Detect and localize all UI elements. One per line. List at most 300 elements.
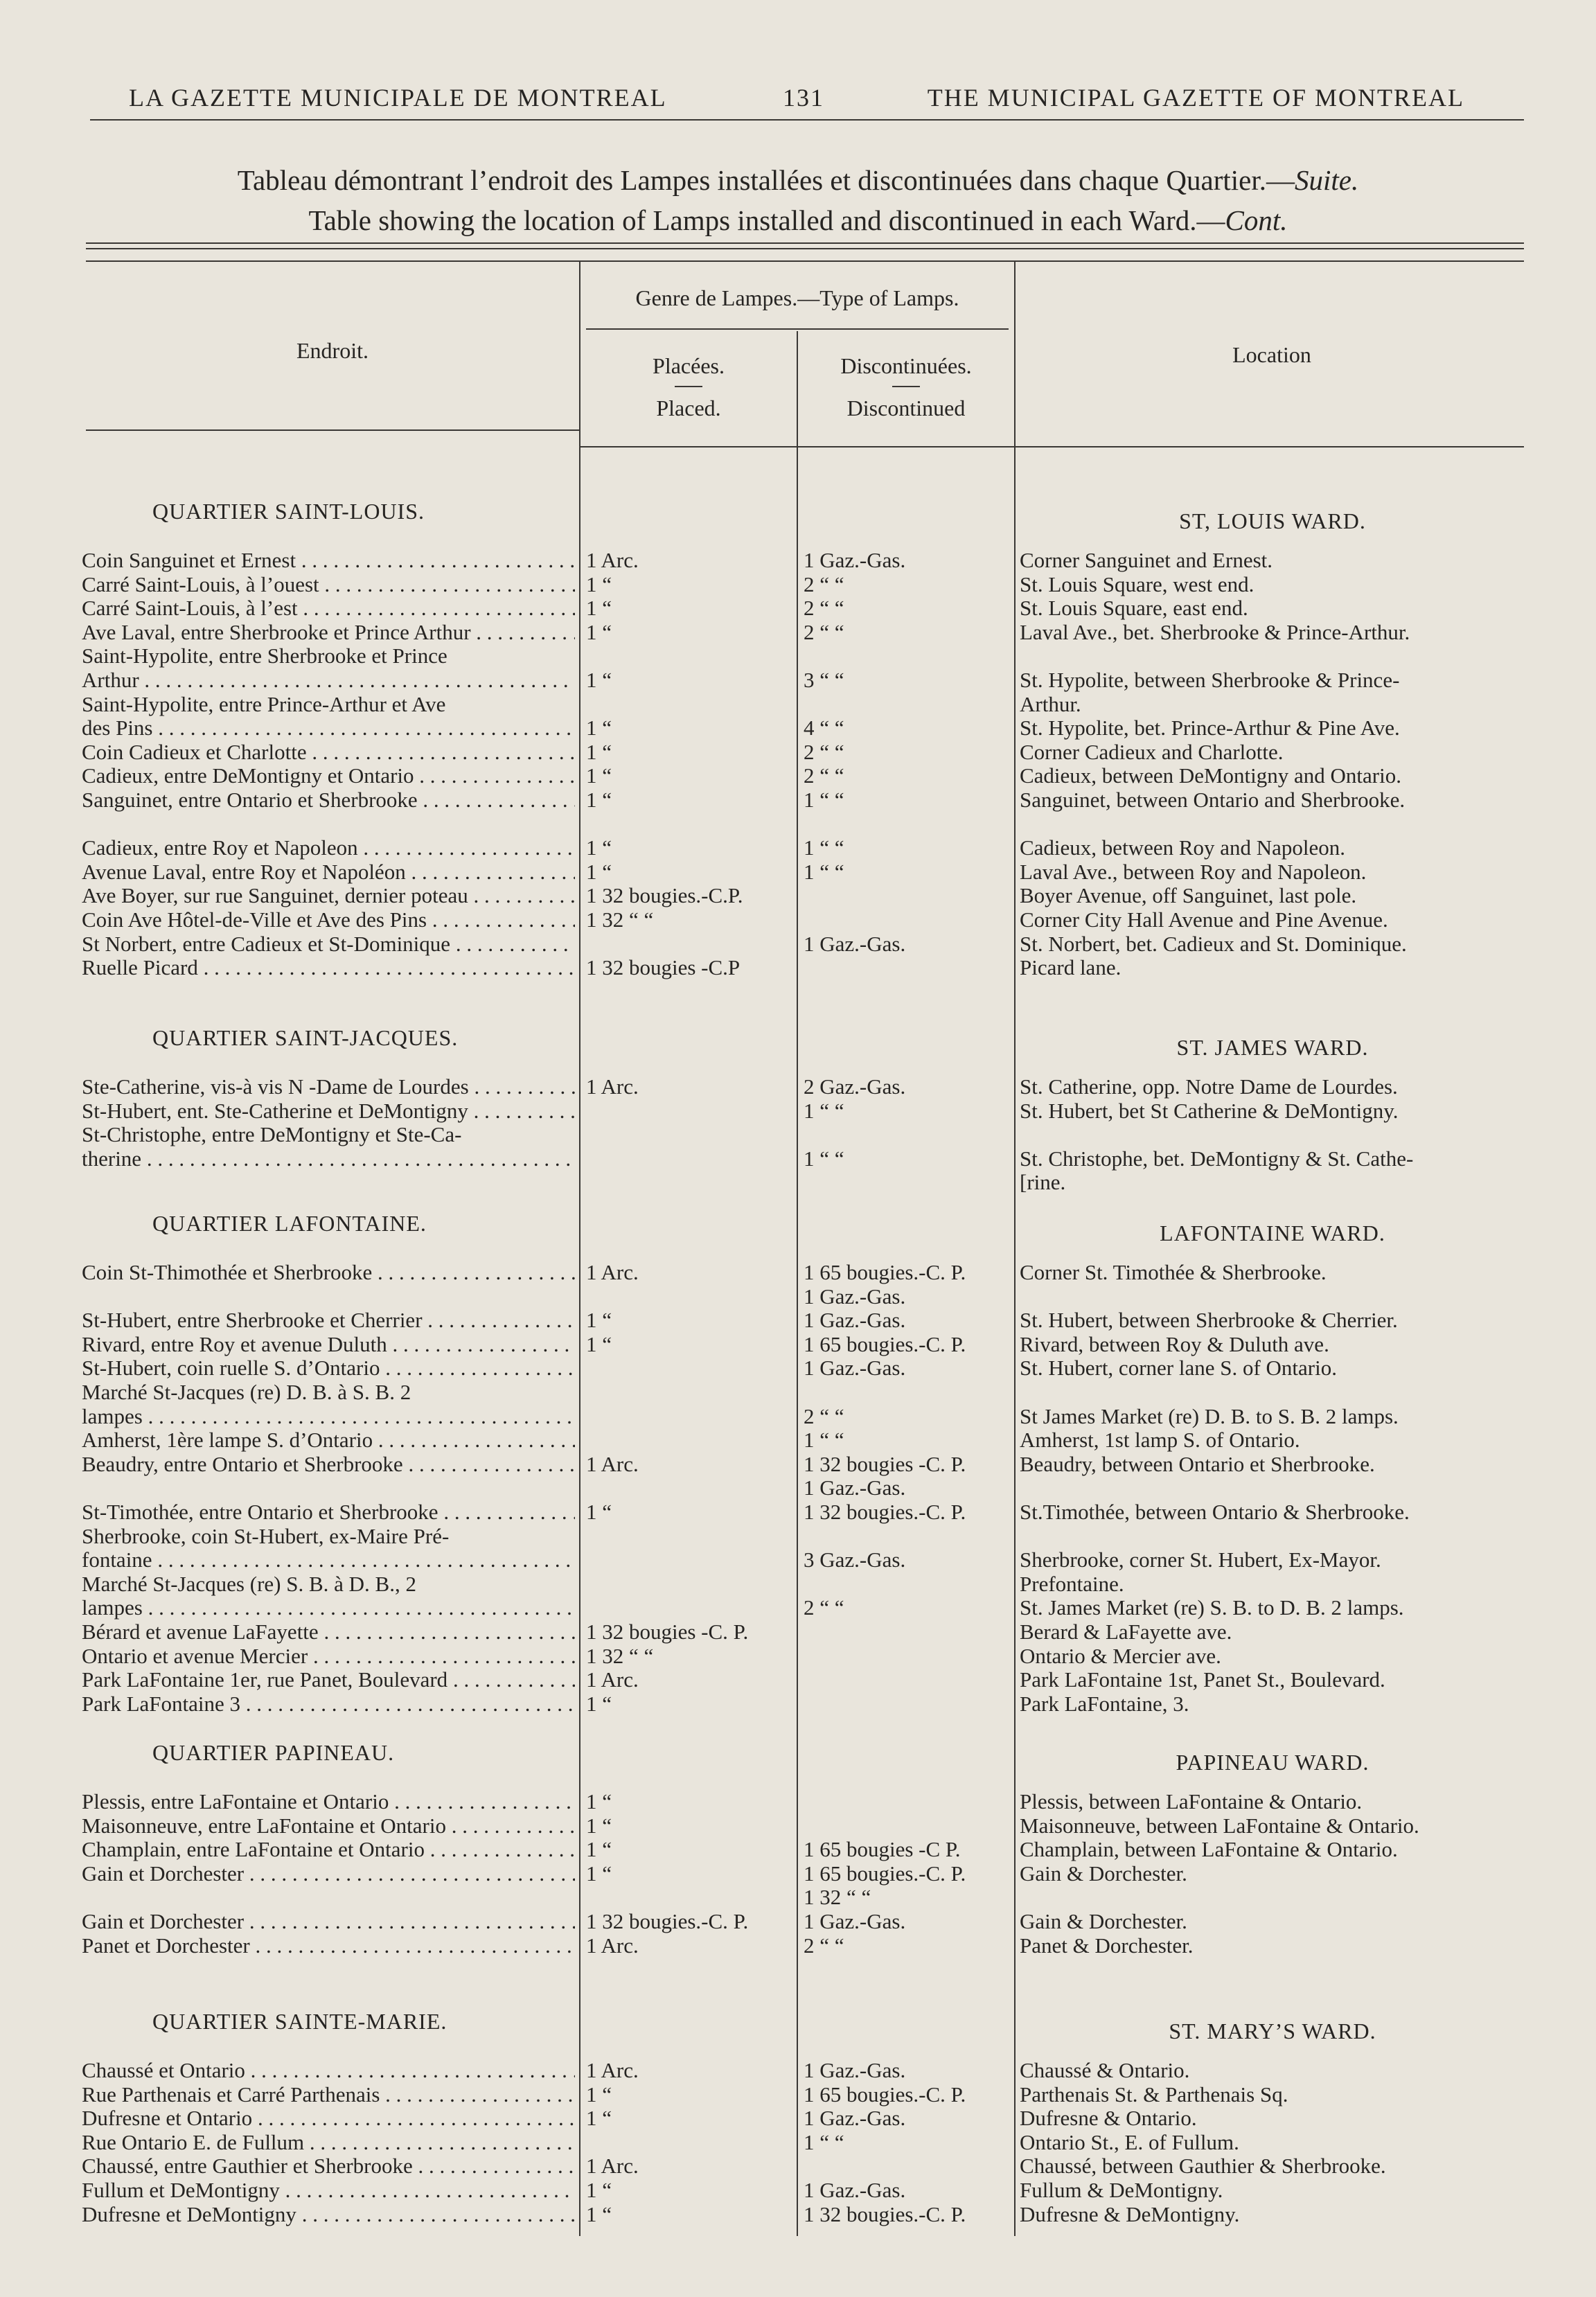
header-placed	[580, 353, 797, 421]
table-top-rule-2	[86, 248, 1524, 249]
discontinued-cell-text: 2 “ “	[804, 739, 844, 764]
table-row	[0, 1644, 1596, 1668]
endroit-cell-text: St-Hubert, coin ruelle S. d’Ontario . . .	[82, 1356, 575, 1380]
location-cell-text: Park LaFontaine 1st, Panet St., Boulevard.	[1020, 1667, 1385, 1692]
table-row	[0, 2083, 1596, 2107]
discontinued-cell-text: 1 65 bougies.-C. P.	[804, 1260, 966, 1284]
location-cell-text: Ontario & Mercier ave.	[1020, 1643, 1221, 1668]
header-bottom-rule-left	[86, 429, 579, 431]
location-cell	[1020, 2107, 1525, 2130]
placed-cell-text: 1 “	[586, 668, 612, 692]
location-cell-text: St. Hubert, between Sherbrooke & Cherrier.	[1020, 1308, 1398, 1333]
table-row	[0, 668, 1596, 692]
table-row	[0, 740, 1596, 764]
discontinued-cell	[804, 1285, 1011, 1309]
location-cell	[1020, 716, 1525, 740]
discontinued-cell	[804, 788, 1011, 812]
discontinued-cell-text: 1 32 bougies.-C. P.	[804, 2201, 966, 2226]
placed-cell-text: 1 Arc.	[586, 548, 639, 572]
location-cell-text: Arthur.	[1020, 691, 1081, 716]
endroit-cell	[82, 2203, 575, 2226]
discontinued-cell	[804, 1838, 1011, 1861]
discontinued-cell-text: 1 65 bougies.-C. P.	[804, 1861, 966, 1886]
placed-cell-text: 1 32 “ “	[586, 907, 654, 932]
discontinued-cell	[804, 1453, 1011, 1476]
header-discontinued-label: Discontinued	[846, 396, 966, 420]
table-row	[0, 1405, 1596, 1428]
endroit-cell	[82, 1147, 575, 1171]
page-number: 131	[783, 84, 824, 112]
endroit-cell	[82, 956, 575, 979]
location-cell	[1020, 908, 1525, 932]
discontinued-cell-text: 2 “ “	[804, 596, 844, 621]
table-row	[0, 1668, 1596, 1692]
placed-cell-text: 1 “	[586, 2082, 612, 2107]
location-cell	[1020, 1405, 1525, 1428]
table-row	[0, 956, 1596, 979]
discontinued-cell	[804, 1075, 1011, 1099]
table-row	[0, 884, 1596, 907]
location-cell-text: Gain & Dorchester.	[1020, 1861, 1187, 1886]
placed-cell-text: 1 Arc.	[586, 1933, 639, 1958]
location-cell	[1020, 1548, 1525, 1572]
table-row	[0, 788, 1596, 812]
header-bottom-rule-right	[580, 446, 1524, 447]
location-cell	[1020, 788, 1525, 812]
table-row	[0, 693, 1596, 716]
table-row	[0, 1910, 1596, 1933]
location-cell-text: Park LaFontaine, 3.	[1020, 1691, 1189, 1716]
location-cell-text: Chaussé & Ontario.	[1020, 2058, 1190, 2082]
endroit-cell	[82, 596, 575, 620]
ward-heading-en: ST. MARY’S WARD.	[1169, 2019, 1376, 2043]
endroit-cell-text: Coin Cadieux et Charlotte . . .	[82, 740, 575, 764]
endroit-cell	[82, 1644, 575, 1668]
table-row	[0, 573, 1596, 596]
endroit-cell-text: Champlain, entre LaFontaine et Ontario . . .	[82, 1838, 575, 1861]
table-top-rule-1	[86, 242, 1524, 244]
placed-cell	[586, 1453, 794, 1476]
placed-cell	[586, 2203, 794, 2226]
discontinued-cell	[804, 1548, 1011, 1572]
discontinued-cell-text: 1 Gaz.-Gas.	[804, 1909, 906, 1933]
placed-cell	[586, 1862, 794, 1886]
placed-cell	[586, 884, 794, 907]
discontinued-cell	[804, 621, 1011, 644]
header-type-group: Genre de Lampes.—Type of Lamps.	[635, 285, 959, 310]
placed-cell	[586, 573, 794, 596]
table-row	[0, 1476, 1596, 1500]
placed-cell	[586, 1910, 794, 1933]
location-cell-text: St.Timothée, between Ontario & Sherbrooke.	[1020, 1500, 1410, 1524]
placed-cell-text: 1 Arc.	[586, 1074, 639, 1099]
location-cell	[1020, 1147, 1525, 1171]
discontinued-cell-text: 1 32 bougies.-C. P.	[804, 1500, 966, 1524]
placed-cell	[586, 1668, 794, 1692]
discontinued-cell-text: 2 “ “	[804, 1595, 844, 1620]
endroit-cell	[82, 1333, 575, 1356]
location-cell	[1020, 1171, 1525, 1194]
endroit-cell-text: Saint-Hypolite, entre Prince-Arthur et Ave	[82, 692, 446, 716]
endroit-cell	[82, 1790, 575, 1813]
endroit-cell	[82, 2107, 575, 2130]
placed-cell-text: 1 “	[586, 1813, 612, 1838]
table-row	[0, 1814, 1596, 1838]
placed-cell	[586, 621, 794, 644]
discontinued-cell	[804, 668, 1011, 692]
header-endroit: Endroit.	[296, 338, 369, 363]
location-cell-text: Chaussé, between Gauthier & Sherbrooke.	[1020, 2154, 1386, 2179]
placed-cell	[586, 1500, 794, 1524]
placed-cell	[586, 2083, 794, 2107]
location-cell	[1020, 573, 1525, 596]
placed-cell-text: 1 “	[586, 763, 612, 788]
endroit-cell-text: Gain et Dorchester . . .	[82, 1862, 575, 1886]
placed-cell	[586, 1644, 794, 1668]
endroit-cell	[82, 1934, 575, 1958]
discontinued-cell-text: 1 Gaz.-Gas.	[804, 1308, 906, 1333]
table-row	[0, 2107, 1596, 2130]
endroit-cell-text: Amherst, 1ère lampe S. d’Ontario . . .	[82, 1428, 575, 1452]
endroit-cell	[82, 1075, 575, 1099]
endroit-cell-text: Fullum et DeMontigny . . .	[82, 2179, 575, 2202]
table-row	[0, 716, 1596, 740]
location-cell	[1020, 1309, 1525, 1332]
location-cell	[1020, 836, 1525, 860]
header-discontinued	[798, 353, 1014, 421]
endroit-cell-text: Chaussé, entre Gauthier et Sherbrooke . . .	[82, 2154, 575, 2178]
endroit-cell-text: Park LaFontaine 1er, rue Panet, Boulevard . . .	[82, 1668, 575, 1692]
placed-cell-text: 1 “	[586, 1861, 612, 1886]
table-row	[0, 2179, 1596, 2202]
endroit-cell	[82, 1596, 575, 1620]
header-discontinuees-label: Discontinuées.	[840, 353, 972, 378]
location-cell-text: Corner Cadieux and Charlotte.	[1020, 739, 1284, 764]
location-cell	[1020, 2083, 1525, 2107]
discontinued-cell-text: 1 Gaz.-Gas.	[804, 1284, 906, 1309]
endroit-cell	[82, 1838, 575, 1861]
location-cell-text: Rivard, between Roy & Duluth ave.	[1020, 1331, 1329, 1356]
discontinued-cell-text: 1 Gaz.-Gas.	[804, 1475, 906, 1500]
endroit-cell-text: Marché St-Jacques (re) S. B. à D. B., 2	[82, 1572, 416, 1596]
endroit-cell	[82, 788, 575, 812]
table-row	[0, 908, 1596, 932]
location-cell-text: Gain & Dorchester.	[1020, 1909, 1187, 1933]
endroit-cell-text: lampes . . .	[82, 1405, 575, 1428]
location-cell	[1020, 2154, 1525, 2178]
discontinued-cell-text: 2 “ “	[804, 763, 844, 788]
location-cell-text: St. Hypolite, between Sherbrooke & Prince-	[1020, 668, 1400, 692]
discontinued-cell-text: 3 Gaz.-Gas.	[804, 1547, 906, 1572]
location-cell	[1020, 668, 1525, 692]
location-cell-text: Boyer Avenue, off Sanguinet, last pole.	[1020, 883, 1357, 908]
table-row	[0, 813, 1596, 836]
location-cell	[1020, 549, 1525, 572]
placed-cell	[586, 1261, 794, 1284]
table-top-rule-3	[86, 260, 1524, 262]
ward-heading-en: PAPINEAU WARD.	[1176, 1750, 1369, 1775]
endroit-cell	[82, 1123, 575, 1146]
endroit-cell-text: des Pins . . .	[82, 716, 575, 740]
location-cell	[1020, 1692, 1525, 1716]
header-type-rule	[586, 328, 1009, 330]
discontinued-cell-text: 1 “ “	[804, 1146, 844, 1171]
caption-french-suffix: Suite.	[1294, 164, 1359, 196]
endroit-cell	[82, 1099, 575, 1123]
placed-cell-text: 1 “	[586, 1500, 612, 1524]
location-cell-text: Plessis, between LaFontaine & Ontario.	[1020, 1789, 1363, 1813]
table-row	[0, 2059, 1596, 2082]
ward-heading-en: ST, LOUIS WARD.	[1179, 508, 1366, 533]
discontinued-cell	[804, 1934, 1011, 1958]
location-cell	[1020, 740, 1525, 764]
endroit-cell-text: Ontario et avenue Mercier . . .	[82, 1644, 575, 1668]
placed-cell-text: 1 “	[586, 1789, 612, 1813]
placed-cell-text: 1 “	[586, 1691, 612, 1716]
placed-cell	[586, 1790, 794, 1813]
table-row	[0, 1548, 1596, 1572]
discontinued-cell	[804, 1099, 1011, 1123]
table-row	[0, 1525, 1596, 1548]
placed-cell-text: 1 “	[586, 571, 612, 596]
location-cell-text: Picard lane.	[1020, 955, 1121, 980]
location-cell-text: Panet & Dorchester.	[1020, 1933, 1194, 1958]
head-rule	[90, 119, 1524, 121]
caption-french-text: Tableau démontrant l’endroit des Lampes installées et discontinuées dans chaque Quartier.—	[237, 164, 1295, 196]
endroit-cell-text: Panet et Dorchester . . .	[82, 1934, 575, 1958]
discontinued-cell	[804, 2107, 1011, 2130]
discontinued-cell	[804, 764, 1011, 788]
discontinued-cell	[804, 573, 1011, 596]
endroit-cell	[82, 2154, 575, 2178]
endroit-cell	[82, 932, 575, 956]
placed-cell-text: 1 32 bougies -C. P.	[586, 1620, 749, 1644]
ward-heading-fr: QUARTIER LAFONTAINE.	[152, 1211, 427, 1236]
location-cell	[1020, 932, 1525, 956]
ward-heading-fr: QUARTIER SAINT-JACQUES.	[152, 1025, 459, 1050]
endroit-cell	[82, 1910, 575, 1933]
discontinued-cell	[804, 2203, 1011, 2226]
placed-cell-text: 1 “	[586, 2201, 612, 2226]
location-cell-text: St. Norbert, bet. Cadieux and St. Dominique.	[1020, 931, 1407, 956]
location-cell-text: Corner City Hall Avenue and Pine Avenue.	[1020, 907, 1388, 932]
endroit-cell	[82, 1261, 575, 1284]
table-row	[0, 836, 1596, 860]
discontinued-cell-text: 1 Gaz.-Gas.	[804, 931, 906, 956]
running-head-french: LA GAZETTE MUNICIPALE DE MONTREAL	[129, 84, 667, 112]
table-row	[0, 1453, 1596, 1476]
placed-cell-text: 1 “	[586, 835, 612, 860]
endroit-cell	[82, 1862, 575, 1886]
location-cell	[1020, 1620, 1525, 1644]
discontinued-cell-text: 1 “ “	[804, 835, 844, 860]
endroit-cell-text: Coin Ave Hôtel-de-Ville et Ave des Pins . . .	[82, 908, 575, 932]
location-cell	[1020, 884, 1525, 907]
table-row	[0, 1886, 1596, 1909]
placed-cell-text: 1 Arc.	[586, 1260, 639, 1284]
endroit-cell	[82, 836, 575, 860]
table-row	[0, 1934, 1596, 1958]
endroit-cell	[82, 1309, 575, 1332]
endroit-cell-text: Rue Ontario E. de Fullum . . .	[82, 2131, 575, 2154]
placed-cell	[586, 1692, 794, 1716]
table-row	[0, 932, 1596, 956]
location-cell-text: St. Christophe, bet. DeMontigny & St. Cathe-	[1020, 1146, 1414, 1171]
table-row	[0, 1099, 1596, 1123]
location-cell-text: Prefontaine.	[1020, 1571, 1124, 1596]
table-row	[0, 1428, 1596, 1452]
table-row	[0, 549, 1596, 572]
placed-cell-text: 1 Arc.	[586, 2058, 639, 2082]
table-row	[0, 1333, 1596, 1356]
endroit-cell	[82, 2059, 575, 2082]
location-cell-text: Maisonneuve, between LaFontaine & Ontario.	[1020, 1813, 1419, 1838]
endroit-cell	[82, 2083, 575, 2107]
placed-cell-text: 1 Arc.	[586, 1451, 639, 1476]
table-row	[0, 1862, 1596, 1886]
endroit-cell	[82, 2131, 575, 2154]
caption-english	[0, 204, 1596, 237]
placed-cell-text: 1 “	[586, 596, 612, 621]
table-row	[0, 2131, 1596, 2154]
endroit-cell	[82, 693, 575, 716]
endroit-cell	[82, 1548, 575, 1572]
endroit-cell-text: Dufresne et Ontario . . .	[82, 2107, 575, 2130]
location-cell-text: Amherst, 1st lamp S. of Ontario.	[1020, 1428, 1300, 1453]
endroit-cell-text: Ste-Catherine, vis-à vis N -Dame de Lourdes . . .	[82, 1075, 575, 1099]
placed-cell	[586, 1934, 794, 1958]
location-cell-text: Sanguinet, between Ontario and Sherbrooke.	[1020, 788, 1406, 812]
placed-cell-text: 1 “	[586, 716, 612, 740]
endroit-cell-text: Beaudry, entre Ontario et Sherbrooke . . .	[82, 1453, 575, 1476]
endroit-cell-text: Ave Laval, entre Sherbrooke et Prince Arthur . . .	[82, 621, 575, 644]
endroit-cell-text: Bérard et avenue LaFayette . . .	[82, 1620, 575, 1644]
table-row	[0, 621, 1596, 644]
table-row	[0, 764, 1596, 788]
location-cell	[1020, 1453, 1525, 1476]
ward-heading-fr: QUARTIER SAINT-LOUIS.	[152, 499, 425, 524]
discontinued-cell-text: 1 Gaz.-Gas.	[804, 1356, 906, 1381]
location-cell-text: St. Hubert, bet St Catherine & DeMontigny.	[1020, 1098, 1399, 1123]
endroit-cell-text: Ave Boyer, sur rue Sanguinet, dernier poteau . . .	[82, 884, 575, 907]
location-cell	[1020, 1934, 1525, 1958]
ward-heading-fr: QUARTIER SAINTE-MARIE.	[152, 2009, 447, 2034]
placed-cell	[586, 1620, 794, 1644]
discontinued-cell-text: 3 “ “	[804, 668, 844, 692]
location-cell-text: Fullum & DeMontigny.	[1020, 2178, 1223, 2202]
placed-cell	[586, 1075, 794, 1099]
endroit-cell-text: Sherbrooke, coin St-Hubert, ex-Maire Pré-	[82, 1524, 450, 1548]
location-cell	[1020, 1644, 1525, 1668]
table-row	[0, 1309, 1596, 1332]
placed-cell	[586, 2154, 794, 2178]
discontinued-cell-text: 1 “ “	[804, 2129, 844, 2154]
endroit-cell	[82, 1356, 575, 1380]
discontinued-cell	[804, 1596, 1011, 1620]
location-cell	[1020, 2059, 1525, 2082]
discontinued-cell-text: 1 Gaz.-Gas.	[804, 2106, 906, 2131]
placed-cell	[586, 836, 794, 860]
endroit-cell	[82, 908, 575, 932]
table-row	[0, 1572, 1596, 1596]
endroit-cell-text: Chaussé et Ontario . . .	[82, 2059, 575, 2082]
location-cell-text: Ontario St., E. of Fullum.	[1020, 2129, 1239, 2154]
caption-english-text: Table showing the location of Lamps installed and discontinued in each Ward.—	[308, 204, 1225, 236]
discontinued-cell-text: 1 32 bougies -C. P.	[804, 1451, 966, 1476]
discontinued-cell-text: 1 Gaz.-Gas.	[804, 2058, 906, 2082]
location-cell-text: Berard & LaFayette ave.	[1020, 1620, 1232, 1644]
endroit-cell	[82, 740, 575, 764]
table-row	[0, 1261, 1596, 1284]
endroit-cell	[82, 1572, 575, 1596]
header-location: Location	[1232, 342, 1311, 367]
discontinued-cell-text: 2 Gaz.-Gas.	[804, 1074, 906, 1099]
discontinued-cell-text: 1 “ “	[804, 859, 844, 884]
location-cell	[1020, 596, 1525, 620]
discontinued-cell-text: 2 “ “	[804, 1403, 844, 1428]
endroit-cell-text: Coin Sanguinet et Ernest . . .	[82, 549, 575, 572]
table-row	[0, 644, 1596, 668]
endroit-cell	[82, 1428, 575, 1452]
placed-cell-text: 1 Arc.	[586, 1667, 639, 1692]
discontinued-cell	[804, 1476, 1011, 1500]
discontinued-cell	[804, 2179, 1011, 2202]
location-cell	[1020, 764, 1525, 788]
discontinued-cell-text: 1 Gaz.-Gas.	[804, 2178, 906, 2202]
table-row	[0, 1123, 1596, 1146]
placed-cell-text: 1 32 bougies.-C.P.	[586, 883, 743, 908]
location-cell	[1020, 1356, 1525, 1380]
endroit-cell-text: Park LaFontaine 3 . . .	[82, 1692, 575, 1716]
discontinued-cell	[804, 1500, 1011, 1524]
placed-cell	[586, 2107, 794, 2130]
endroit-cell-text: therine . . .	[82, 1147, 575, 1171]
placed-cell-text: 1 “	[586, 788, 612, 812]
discontinued-cell-text: 2 “ “	[804, 571, 844, 596]
placed-cell	[586, 956, 794, 979]
endroit-cell-text: Rue Parthenais et Carré Parthenais . . .	[82, 2083, 575, 2107]
location-cell-text: Corner St. Timothée & Sherbrooke.	[1020, 1260, 1327, 1284]
discontinued-cell-text: 1 65 bougies -C P.	[804, 1837, 961, 1862]
endroit-cell-text: Plessis, entre LaFontaine et Ontario . . .	[82, 1790, 575, 1813]
endroit-cell-text: Sanguinet, entre Ontario et Sherbrooke . . .	[82, 788, 575, 812]
endroit-cell-text: St-Timothée, entre Ontario et Sherbrooke . . .	[82, 1500, 575, 1524]
discontinued-cell-text: 1 Gaz.-Gas.	[804, 548, 906, 572]
placed-cell	[586, 596, 794, 620]
location-cell	[1020, 1814, 1525, 1838]
endroit-cell	[82, 1620, 575, 1644]
running-head	[90, 78, 1506, 119]
discontinued-cell	[804, 2059, 1011, 2082]
discontinued-cell	[804, 1428, 1011, 1452]
discontinued-cell-text: 1 “ “	[804, 788, 844, 812]
location-cell	[1020, 621, 1525, 644]
ward-heading-en: ST. JAMES WARD.	[1176, 1035, 1369, 1060]
discontinued-cell	[804, 716, 1011, 740]
endroit-cell	[82, 1381, 575, 1404]
endroit-cell-text: Cadieux, entre DeMontigny et Ontario . . .	[82, 764, 575, 788]
location-cell-text: Laval Ave., bet. Sherbrooke & Prince-Arthur.	[1020, 619, 1410, 644]
discontinued-cell	[804, 549, 1011, 572]
placed-cell	[586, 668, 794, 692]
discontinued-cell	[804, 740, 1011, 764]
location-cell	[1020, 1572, 1525, 1596]
location-cell-text: St. Catherine, opp. Notre Dame de Lourdes.	[1020, 1074, 1398, 1099]
location-cell	[1020, 860, 1525, 884]
placed-cell	[586, 788, 794, 812]
location-cell	[1020, 1790, 1525, 1813]
table-row	[0, 1285, 1596, 1309]
